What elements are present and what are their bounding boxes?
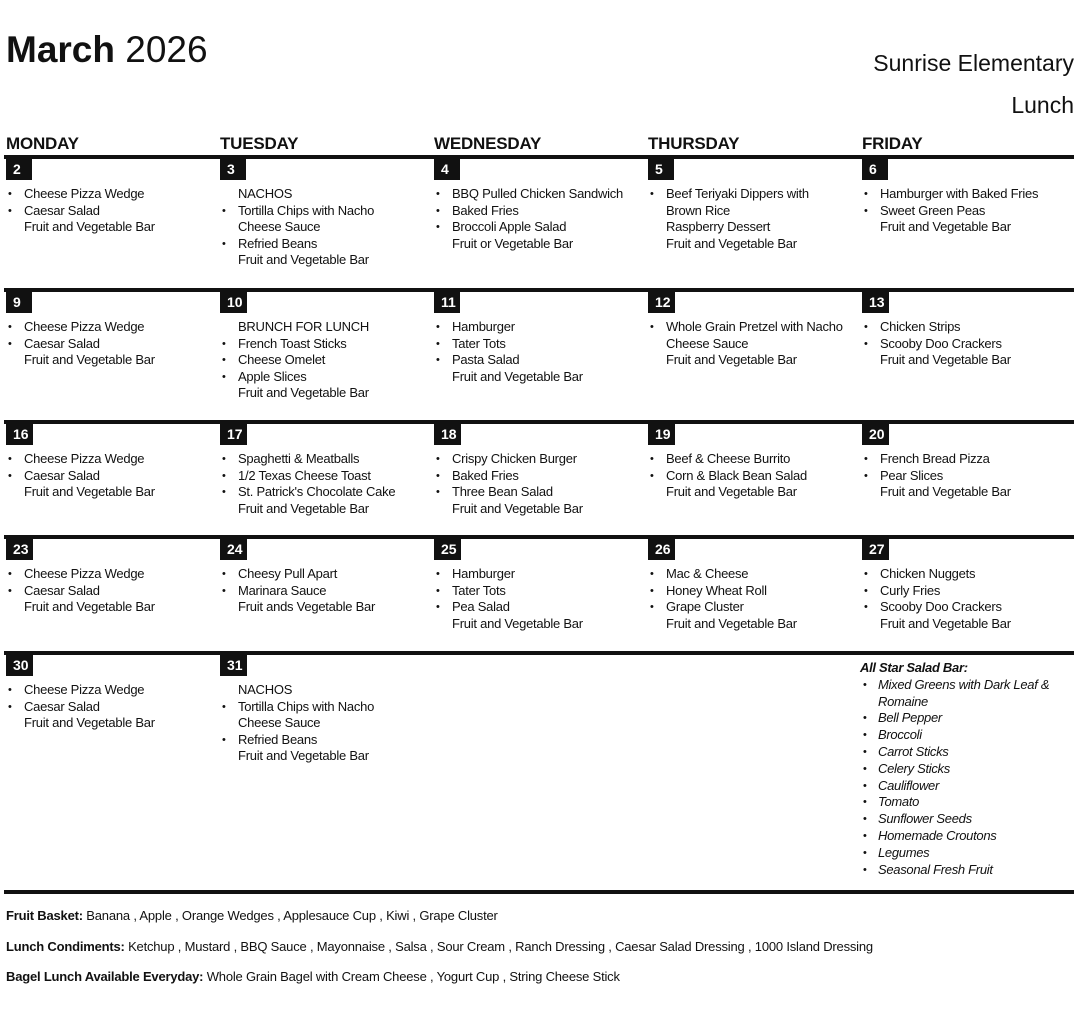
date-badge: 5 xyxy=(648,158,674,180)
menu-list xyxy=(220,319,430,402)
day-cell xyxy=(220,538,430,616)
day-cell xyxy=(434,291,644,385)
menu-item: Cheese Sauce xyxy=(238,715,321,731)
menu-item: Cheese Sauce xyxy=(238,219,321,235)
page-title xyxy=(6,28,208,72)
menu-list xyxy=(434,319,644,385)
date-badge: 25 xyxy=(434,538,461,560)
date-badge: 18 xyxy=(434,423,461,445)
salad-bar-item: Romaine xyxy=(878,693,928,709)
menu-list xyxy=(648,186,858,252)
date-badge: 10 xyxy=(220,291,247,313)
salad-bar-item: • Celery Sticks xyxy=(860,761,1074,778)
weekday-tuesday: TUESDAY xyxy=(220,134,299,153)
menu-item: Fruit and Vegetable Bar xyxy=(880,219,1011,235)
day-cell xyxy=(648,158,858,252)
school-block xyxy=(873,42,1074,126)
menu-list xyxy=(862,451,1072,501)
menu-list xyxy=(220,186,430,269)
weekday-wednesday: WEDNESDAY xyxy=(434,134,542,153)
menu-list xyxy=(6,682,216,732)
condiments-label: Lunch Condiments: xyxy=(6,939,125,954)
menu-item: • Hamburger xyxy=(434,319,644,336)
date-badge: 3 xyxy=(220,158,246,180)
fruit-basket-text: Banana , Apple , Orange Wedges , Applesauce Cup , Kiwi , Grape Cluster xyxy=(82,908,498,923)
menu-item: • Pea Salad xyxy=(434,599,644,616)
menu-item: Fruit and Vegetable Bar xyxy=(24,219,155,235)
day-cell xyxy=(648,423,858,501)
salad-bar-box xyxy=(860,660,1074,878)
menu-item: • Three Bean Salad xyxy=(434,484,644,501)
date-badge: 27 xyxy=(862,538,889,560)
day-cell xyxy=(862,158,1072,236)
menu-item: • Pasta Salad xyxy=(434,352,644,369)
menu-list xyxy=(6,319,216,369)
menu-item: • Caesar Salad xyxy=(6,336,216,353)
menu-list xyxy=(434,566,644,632)
menu-item: • French Bread Pizza xyxy=(862,451,1072,468)
day-cell xyxy=(220,654,430,765)
salad-bar-item: • Legumes xyxy=(860,845,1074,862)
day-cell xyxy=(6,158,216,236)
day-cell xyxy=(6,538,216,616)
salad-bar-item: • Cauliflower xyxy=(860,778,1074,795)
menu-item: • Marinara Sauce xyxy=(220,583,430,600)
menu-item: • Cheese Omelet xyxy=(220,352,430,369)
menu-item: • 1/2 Texas Cheese Toast xyxy=(220,468,430,485)
menu-item: • Caesar Salad xyxy=(6,699,216,716)
menu-item: • French Toast Sticks xyxy=(220,336,430,353)
menu-list xyxy=(220,566,430,616)
day-cell xyxy=(862,423,1072,501)
menu-item: • BBQ Pulled Chicken Sandwich xyxy=(434,186,644,203)
menu-item: • Mac & Cheese xyxy=(648,566,858,583)
menu-item: • Corn & Black Bean Salad xyxy=(648,468,858,485)
menu-item: NACHOS xyxy=(238,186,293,201)
menu-item: • Baked Fries xyxy=(434,468,644,485)
menu-item: Raspberry Dessert xyxy=(666,219,771,235)
school-name: Sunrise Elementary xyxy=(873,50,1074,76)
menu-item: • Chicken Strips xyxy=(862,319,1072,336)
menu-list xyxy=(434,186,644,252)
menu-item: • Cheese Pizza Wedge xyxy=(6,319,216,336)
salad-bar-list xyxy=(860,677,1074,879)
menu-item: • Chicken Nuggets xyxy=(862,566,1072,583)
day-cell xyxy=(862,291,1072,369)
day-cell xyxy=(220,291,430,402)
day-cell xyxy=(6,654,216,732)
menu-item: • Tortilla Chips with Nacho xyxy=(220,203,430,220)
fruit-basket-line xyxy=(6,907,498,925)
menu-item: • Pear Slices xyxy=(862,468,1072,485)
menu-list xyxy=(220,451,430,517)
date-badge: 20 xyxy=(862,423,889,445)
menu-item: Fruit or Vegetable Bar xyxy=(452,235,573,251)
menu-list xyxy=(6,451,216,501)
menu-item: • Spaghetti & Meatballs xyxy=(220,451,430,468)
menu-item: • Honey Wheat Roll xyxy=(648,583,858,600)
menu-item: • Cheesy Pull Apart xyxy=(220,566,430,583)
menu-item: • St. Patrick's Chocolate Cake xyxy=(220,484,430,501)
menu-item: • Beef Teriyaki Dippers with xyxy=(648,186,858,203)
menu-item: • Hamburger xyxy=(434,566,644,583)
date-badge: 2 xyxy=(6,158,32,180)
date-badge: 31 xyxy=(220,654,247,676)
menu-item: • Whole Grain Pretzel with Nacho xyxy=(648,319,858,336)
date-badge: 13 xyxy=(862,291,889,313)
menu-list xyxy=(648,451,858,501)
menu-list xyxy=(648,566,858,632)
fruit-basket-label: Fruit Basket: xyxy=(6,908,83,923)
salad-bar-item: • Mixed Greens with Dark Leaf & xyxy=(860,677,1074,694)
menu-item: • Hamburger with Baked Fries xyxy=(862,186,1072,203)
menu-item: Fruit and Vegetable Bar xyxy=(666,235,797,251)
menu-item: • Sweet Green Peas xyxy=(862,203,1072,220)
menu-item: Fruit and Vegetable Bar xyxy=(238,748,369,764)
menu-list xyxy=(220,682,430,765)
salad-bar-item: • Tomato xyxy=(860,794,1074,811)
date-badge: 6 xyxy=(862,158,888,180)
menu-item: • Tortilla Chips with Nacho xyxy=(220,699,430,716)
menu-list xyxy=(6,186,216,236)
menu-item: Fruit and Vegetable Bar xyxy=(880,352,1011,368)
salad-bar-item: • Bell Pepper xyxy=(860,710,1074,727)
menu-item: Fruit and Vegetable Bar xyxy=(666,352,797,368)
salad-bar-item: • Sunflower Seeds xyxy=(860,811,1074,828)
salad-bar-item: • Seasonal Fresh Fruit xyxy=(860,862,1074,879)
day-cell xyxy=(648,291,858,369)
weekday-friday: FRIDAY xyxy=(862,134,923,153)
meal-label: Lunch xyxy=(1011,92,1074,118)
menu-list xyxy=(648,319,858,369)
day-cell xyxy=(434,423,644,517)
menu-item: Fruit and Vegetable Bar xyxy=(24,484,155,500)
day-cell xyxy=(6,291,216,369)
menu-item: Fruit and Vegetable Bar xyxy=(24,352,155,368)
menu-item: • Curly Fries xyxy=(862,583,1072,600)
menu-item: • Apple Slices xyxy=(220,369,430,386)
menu-item: Fruit and Vegetable Bar xyxy=(24,715,155,731)
bagel-text: Whole Grain Bagel with Cream Cheese , Yogurt Cup , String Cheese Stick xyxy=(203,969,620,984)
day-cell xyxy=(220,158,430,269)
menu-item: Fruit and Vegetable Bar xyxy=(24,599,155,615)
condiments-text: Ketchup , Mustard , BBQ Sauce , Mayonnaise , Salsa , Sour Cream , Ranch Dressing , Caesar Salad Dressing , 1000 Island Dressing xyxy=(124,939,873,954)
menu-item: Fruit and Vegetable Bar xyxy=(452,368,583,384)
menu-item: • Refried Beans xyxy=(220,236,430,253)
footer-divider xyxy=(4,890,1074,894)
menu-item: NACHOS xyxy=(238,682,293,697)
menu-list xyxy=(862,186,1072,236)
date-badge: 16 xyxy=(6,423,33,445)
menu-item: • Cheese Pizza Wedge xyxy=(6,566,216,583)
menu-item: • Caesar Salad xyxy=(6,203,216,220)
date-badge: 4 xyxy=(434,158,460,180)
date-badge: 23 xyxy=(6,538,33,560)
year-label: 2026 xyxy=(125,29,208,70)
menu-item: • Cheese Pizza Wedge xyxy=(6,682,216,699)
salad-bar-item: • Homemade Croutons xyxy=(860,828,1074,845)
weekday-thursday: THURSDAY xyxy=(648,134,740,153)
menu-item: • Tater Tots xyxy=(434,336,644,353)
date-badge: 30 xyxy=(6,654,33,676)
day-cell xyxy=(862,538,1072,632)
date-badge: 24 xyxy=(220,538,247,560)
menu-item: Fruit and Vegetable Bar xyxy=(880,615,1011,631)
date-badge: 19 xyxy=(648,423,675,445)
menu-item: • Scooby Doo Crackers xyxy=(862,336,1072,353)
menu-item: • Cheese Pizza Wedge xyxy=(6,186,216,203)
menu-item: Brown Rice xyxy=(666,202,730,218)
menu-item: Fruit and Vegetable Bar xyxy=(238,252,369,268)
menu-item: Fruit and Vegetable Bar xyxy=(452,615,583,631)
menu-item: • Grape Cluster xyxy=(648,599,858,616)
menu-item: Fruit and Vegetable Bar xyxy=(238,500,369,516)
day-cell xyxy=(220,423,430,517)
menu-item: • Cheese Pizza Wedge xyxy=(6,451,216,468)
menu-item: Fruit and Vegetable Bar xyxy=(666,484,797,500)
day-cell xyxy=(648,538,858,632)
bagel-line xyxy=(6,968,620,986)
menu-item: • Crispy Chicken Burger xyxy=(434,451,644,468)
menu-item: Cheese Sauce xyxy=(666,335,749,351)
bagel-label: Bagel Lunch Available Everyday: xyxy=(6,969,204,984)
date-badge: 17 xyxy=(220,423,247,445)
menu-item: Fruit and Vegetable Bar xyxy=(880,484,1011,500)
month-label: March xyxy=(6,29,115,70)
weekday-header xyxy=(0,132,1074,156)
menu-list xyxy=(862,319,1072,369)
menu-item: • Tater Tots xyxy=(434,583,644,600)
weekday-monday: MONDAY xyxy=(6,134,79,153)
menu-list xyxy=(6,566,216,616)
date-badge: 12 xyxy=(648,291,675,313)
day-cell xyxy=(434,538,644,632)
menu-item: • Caesar Salad xyxy=(6,583,216,600)
condiments-line xyxy=(6,938,873,956)
menu-item: Fruit and Vegetable Bar xyxy=(666,615,797,631)
menu-item: • Refried Beans xyxy=(220,732,430,749)
day-cell xyxy=(6,423,216,501)
menu-item: Fruit and Vegetable Bar xyxy=(238,385,369,401)
menu-item: • Broccoli Apple Salad xyxy=(434,219,644,236)
menu-item: BRUNCH FOR LUNCH xyxy=(238,319,370,334)
date-badge: 26 xyxy=(648,538,675,560)
menu-item: • Baked Fries xyxy=(434,203,644,220)
salad-bar-item: • Carrot Sticks xyxy=(860,744,1074,761)
menu-item: Fruit and Vegetable Bar xyxy=(452,500,583,516)
date-badge: 9 xyxy=(6,291,32,313)
salad-bar-heading: All Star Salad Bar: xyxy=(860,660,968,675)
menu-item: • Caesar Salad xyxy=(6,468,216,485)
menu-item: • Scooby Doo Crackers xyxy=(862,599,1072,616)
menu-list xyxy=(434,451,644,517)
salad-bar-item: • Broccoli xyxy=(860,727,1074,744)
menu-item: Fruit ands Vegetable Bar xyxy=(238,599,376,615)
day-cell xyxy=(434,158,644,252)
date-badge: 11 xyxy=(434,291,460,313)
menu-list xyxy=(862,566,1072,632)
menu-item: • Beef & Cheese Burrito xyxy=(648,451,858,468)
